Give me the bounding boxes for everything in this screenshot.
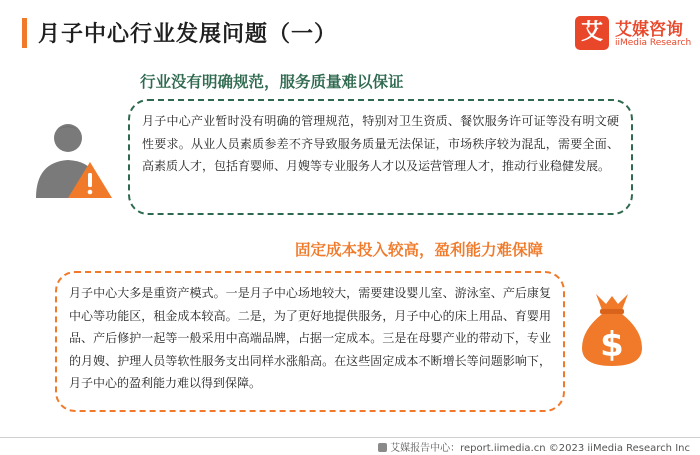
logo-name: 艾媒咨询	[615, 20, 683, 40]
svg-text:$: $	[600, 325, 624, 365]
footer-logo-icon	[378, 443, 387, 452]
page-title: 月子中心行业发展问题（一）	[38, 22, 338, 47]
footer-text: 艾媒报告中心：report.iimedia.cn ©2023 iiMedia Research Inc	[390, 443, 690, 454]
footer-divider	[0, 437, 700, 438]
logo-subtitle: iiMedia Research	[615, 38, 692, 48]
footer	[378, 439, 690, 454]
section2-textbox	[55, 271, 565, 412]
section1-heading: 行业没有明确规范，服务质量难以保证	[140, 73, 404, 91]
section2-text: 月子中心大多是重资产模式。一是月子中心场地较大，需要建设婴儿室、游泳室、产后康复中心等功能区，租金成本较高。二是，为了更好地提供服务，月子中心的床上用品、育婴用品、产后修护一起等一般采用中高端品牌，占据一定成本。三是在母婴产业的带动下，专业的月嫂、护理人员等软性服务支出同样水涨船高。在这些固定成本不断增长等问题影响下，月子中心的盈利能力难以得到保障。	[69, 286, 551, 390]
section2-heading: 固定成本投入较高，盈利能力难保障	[295, 241, 544, 259]
section1-textbox	[128, 99, 633, 215]
money-bag-icon	[578, 290, 646, 368]
logo-mark: 艾	[575, 16, 609, 50]
person-warning-icon	[32, 118, 112, 200]
brand-logo	[575, 14, 693, 54]
title-accent-bar	[22, 18, 27, 48]
section1-text: 月子中心产业暂时没有明确的管理规范，特别对卫生资质、餐饮服务许可证等没有明文硬性要求。从业人员素质参差不齐导致服务质量无法保证，市场秩序较为混乱，需要全面、高素质人才，包括育婴师、月嫂等专业服务人才以及运营管理人才，推动行业稳健发展。	[142, 114, 619, 173]
